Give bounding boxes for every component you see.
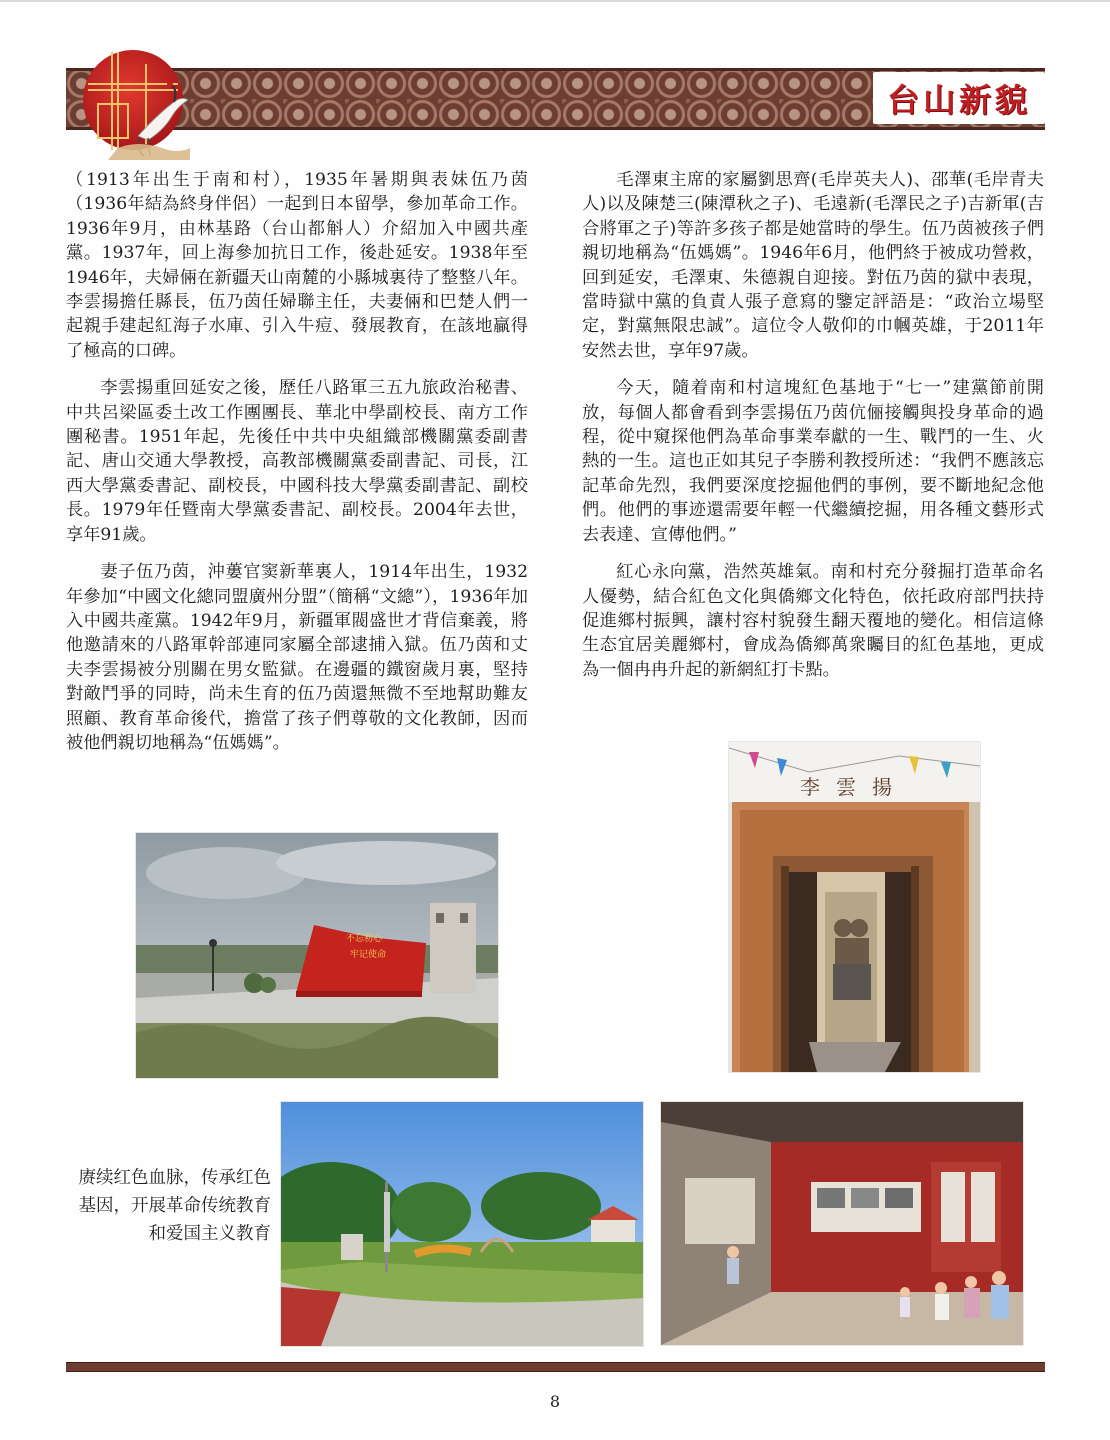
memorial-hall-entrance-illustration <box>729 742 980 1072</box>
paragraph: 紅心永向黨，浩然英雄氣。南和村充分發掘打造革命名人優勢，結合紅色文化與僑鄉文化特色，依托政府部門扶持促進鄉村振興，讓村容村貌發生翻天覆地的變化。相信這條生态宜居美麗鄉村，會成為僑鄉萬衆矚目的紅色基地，更成為一個冉冉升起的新網紅打卡點。 <box>582 562 1044 680</box>
crane-emblem-icon <box>78 44 194 160</box>
photo-caption: 赓续红色血脉，传承红色基因，开展革命传统教育和爱国主义教育 <box>78 1168 271 1244</box>
exhibition-hall-illustration <box>661 1102 1023 1345</box>
monument-sign-photo <box>135 832 499 1079</box>
right-column <box>582 168 1044 695</box>
paragraph: 李雲揚重回延安之後，歷任八路軍三五九旅政治秘書、中共呂梁區委土改工作團團長、華北中學副校長、南方工作團秘書。1951年起，先後任中共中央組織部機關黨委副書記、唐山交通大學教授，高教部機關黨委副書記、司長，江西大學黨委書記、副校長，中國科技大學黨委副書記、副校長。1979年任暨南大學黨委書記、副校長。2004年去世，享年91歲。 <box>66 378 528 545</box>
banner-edge <box>66 127 1045 130</box>
memorial-hall-entrance-photo <box>728 741 981 1073</box>
top-rule <box>0 0 1110 2</box>
exhibition-hall-photo <box>660 1101 1024 1346</box>
page-number: 8 <box>549 1392 561 1411</box>
section-title-box <box>873 72 1045 124</box>
village-park-photo <box>280 1101 644 1347</box>
paragraph: （1913年出生于南和村），1935年暑期與表妹伍乃茵（1936年結為終身伴侶）一起到日本留學，參加革命工作。1936年9月，由林基路（台山都斛人）介紹加入中國共產黨。1937年，回上海參加抗日工作，後赴延安。1938年至1946年，夫婦倆在新疆天山南麓的小縣城裏待了整整八年。李雲揚擔任縣長，伍乃茵任婦聯主任，夫妻倆和巴楚人們一起親手建起紅海子水庫、引入牛痘、發展教育，在該地贏得了極高的口碑。 <box>66 170 528 361</box>
footer-rule <box>66 1362 1045 1372</box>
paragraph: 今天，隨着南和村這塊紅色基地于“七一”建黨節前開放，每個人都會看到李雲揚伍乃茵伉俪接觸與投身革命的過程，從中窺探他們為革命事業奉獻的一生、戰鬥的一生、火熱的一生。這也正如其兒子李勝利教授所述：“我們不應該忘記革命先烈，我們要深度挖掘他們的事例，要不斷地紀念他們。他們的事迹還需要年輕一代繼續挖掘，用各種文藝形式去表達、宣傳他們。” <box>582 378 1044 545</box>
monument-sign-illustration <box>136 833 498 1078</box>
banner-edge <box>66 68 1045 71</box>
paragraph: 毛澤東主席的家屬劉思齊(毛岸英夫人)、邵華(毛岸青夫人)以及陳楚三(陳潭秋之子)、毛遠新(毛澤民之子)吉新軍(吉合將軍之子)等許多孩子都是她當時的學生。伍乃茵被孩子們親切地稱為“伍媽媽”。1946年6月，他們終于被成功營救，回到延安，毛澤東、朱德親自迎接。對伍乃茵的獄中表現，當時獄中黨的負責人張子意寫的鑒定評語是：“政治立場堅定，對黨無限忠誠”。這位令人敬仰的巾幗英雄，于2011年安然去世，享年97歲。 <box>582 170 1044 361</box>
gate-plaque: 李雲揚 <box>800 775 908 799</box>
paragraph: 妻子伍乃茵，沖蔞官窦新華裏人，1914年出生，1932年參加“中國文化總同盟廣州分盟”（簡稱“文總”），1936年加入中國共產黨。1942年9月，新疆軍閥盛世才背信棄義，將他邀請來的八路軍幹部連同家屬全部逮捕入獄。伍乃茵和丈夫李雲揚被分別關在男女監獄。在邊疆的鐵窗歲月裏，堅持對敵鬥爭的同時，尚未生育的伍乃茵還無微不至地幫助難友照顧、教育革命後代，擔當了孩子們尊敬的文化教師，因而被他們親切地稱為“伍媽媽”。 <box>66 562 528 753</box>
monument-text-line1: 不忘初心 <box>345 934 383 944</box>
monument-text-line2: 牢记使命 <box>349 950 387 960</box>
village-park-illustration <box>281 1102 643 1346</box>
section-title: 台山新貌 <box>886 81 1031 119</box>
left-column <box>66 168 528 768</box>
